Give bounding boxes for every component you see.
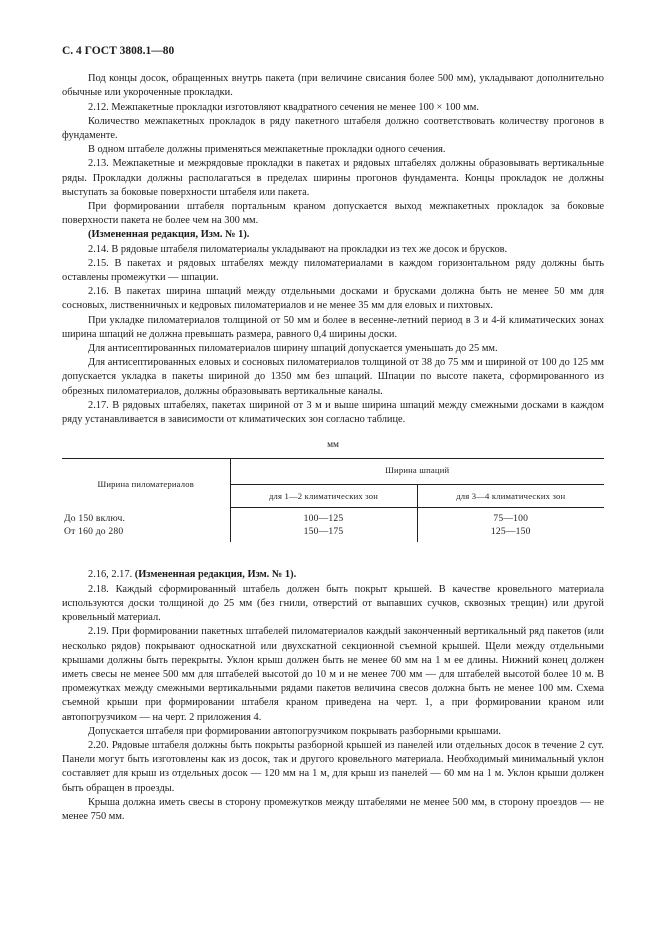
table-row [62, 508, 604, 526]
paragraph-2-15: 2.15. В пакетах и рядовых штабелях между пиломатериалами в каждом горизонтальном ряду должны быть оставлены промежутки — шпации. [62, 257, 604, 284]
cell-width: До 150 включ. [62, 508, 230, 526]
col-header-width: Ширина пиломатериалов [62, 459, 230, 508]
paragraph-2-14: 2.14. В рядовые штабеля пиломатериалы укладывают на прокладки из тех же досок и брусков. [88, 243, 508, 255]
edition-note-2 [62, 568, 604, 582]
col-header-zone-1-2: для 1—2 климатических зон [230, 485, 417, 508]
paragraph: В одном штабеле должны применяться межпакетные прокладки одного сечения. [88, 144, 446, 156]
paragraph-2-16: 2.16. В пакетах ширина шпаций между отдельными досками и брусками должна быть не менее 50 мм для сосновых, лиственничных и кедровых пиломатериалов и не менее 35 мм для еловых и пихтовых. [62, 286, 604, 312]
edition-note: (Измененная редакция, Изм. № 1). [88, 229, 250, 241]
edition-note-prefix: 2.16, 2.17. [88, 569, 135, 581]
paragraph-2-18: 2.18. Каждый сформированный штабель должен быть покрыт крышей. В качестве кровельного материала используются доски толщиной до 25 мм (без гнили, отверстий от выпавших сучков, сквозных трещин) или другой кровельный материал. [62, 583, 604, 624]
paragraph: Крыша должна иметь свесы в сторону промежутков между штабелями не менее 500 мм, в сторону проездов — не менее 750 мм. [62, 796, 604, 822]
page-header: С. 4 ГОСТ 3808.1—80 [62, 45, 175, 57]
paragraph: Для антисептированных еловых и сосновых пиломатериалов толщиной от 38 до 75 мм и шириной от 100 до 125 мм допускается укладка в пакеты шириной до 1350 мм без шпаций. Шпации по высоте пакета, сформированного из обрезных пиломатериалов, должны образовывать вертикальные каналы. [62, 357, 604, 397]
cell-zone-1-2: 100—125 [230, 508, 417, 526]
spacing-table [62, 458, 604, 542]
paragraph: Для антисептированных пиломатериалов ширину шпаций допускается уменьшать до 25 мм. [88, 343, 498, 355]
paragraph-2-12: 2.12. Межпакетные прокладки изготовляют квадратного сечения не менее 100 × 100 мм. [88, 101, 479, 113]
cell-zone-1-2: 150—175 [230, 525, 417, 542]
paragraph: Допускается штабеля при формировании автопогрузчиком покрывать разборными крышами. [88, 725, 502, 737]
paragraph: При формировании штабеля портальным краном допускается выход межпакетных прокладок за боковые поверхности пакета не более чем на 300 мм. [62, 201, 604, 227]
paragraph: Количество межпакетных прокладок в ряду пакетного штабеля должно соответствовать количеству прогонов в фундаменте. [62, 115, 604, 142]
cell-width: От 160 до 280 [62, 525, 230, 542]
table-header-row [62, 459, 604, 485]
col-header-zone-3-4: для 3—4 климатических зон [417, 485, 604, 508]
table-unit: мм [327, 440, 339, 451]
spacer [62, 542, 604, 568]
edition-note-bold: (Измененная редакция, Изм. № 1). [134, 569, 297, 581]
paragraph-2-17: 2.17. В рядовых штабелях, пакетах шириной от 3 м и выше ширина шпаций между смежными досками в каждом ряду устанавливается в зависимости от климатических зон согласно таблице. [62, 399, 604, 426]
table-row [62, 525, 604, 542]
col-header-group: Ширина шпаций [230, 459, 604, 485]
paragraph: Под концы досок, обращенных внутрь пакета (при величине свисания более 500 мм), укладывают дополнительно обычные или укороченные прокладки. [62, 73, 604, 99]
paragraph-2-19: 2.19. При формировании пакетных штабелей пиломатериалов каждый законченный вертикальный ряд пакетов (или несколько рядов) покрывают однoскатной или двухскатной секционной съемной крышей. Щели между отдельными крышами должны быть перекрыты. Уклон крыш должен быть не менее 60 мм на 1 м ее длины. Нижний конец должен иметь свесы не менее 500 мм для штабелей высотой до 10 м и не менее 700 мм — для штабелей высотой более 10 м. В промежутках между смежными вертикальными рядами пакетов величина свесов должна быть не менее 100 мм. Схема съемной крыши при формировании штабеля краном приведена на черт. 1, а при формировании краном или автопогрузчиком — на черт. 2 приложения 4. [62, 626, 604, 723]
paragraph: При укладке пиломатериалов толщиной от 50 мм и более в весенне-летний период в 3 и 4-й климатических зонах ширина шпаций не должна превышать размера, равного 0,4 ширины доски. [62, 314, 604, 340]
paragraph-2-20: 2.20. Рядовые штабеля должны быть покрыты разборной крышей из панелей или отдельных досок в течение 2 сут. Панели могут быть изготовлены как из досок, так и другого кровельного материала. Необходимый минимальный уклон составляет для крыш из отдельных досок — 120 мм на 1 м, для крыш из панелей — 60 мм на 1 м. Уклон крыши должен быть обращен в проезды. [62, 739, 604, 794]
cell-zone-3-4: 75—100 [493, 513, 529, 525]
paragraph-2-13: 2.13. Межпакетные и межрядовые прокладки в пакетах и рядовых штабелях должны образовывать вертикальные ряды. Прокладки должны располагаться в пределах ширины прогонов фундамента. Концы прокладок не должны выступать за боковые поверхности штабеля или пакета. [62, 158, 604, 198]
cell-zone-3-4: 125—150 [490, 526, 531, 538]
